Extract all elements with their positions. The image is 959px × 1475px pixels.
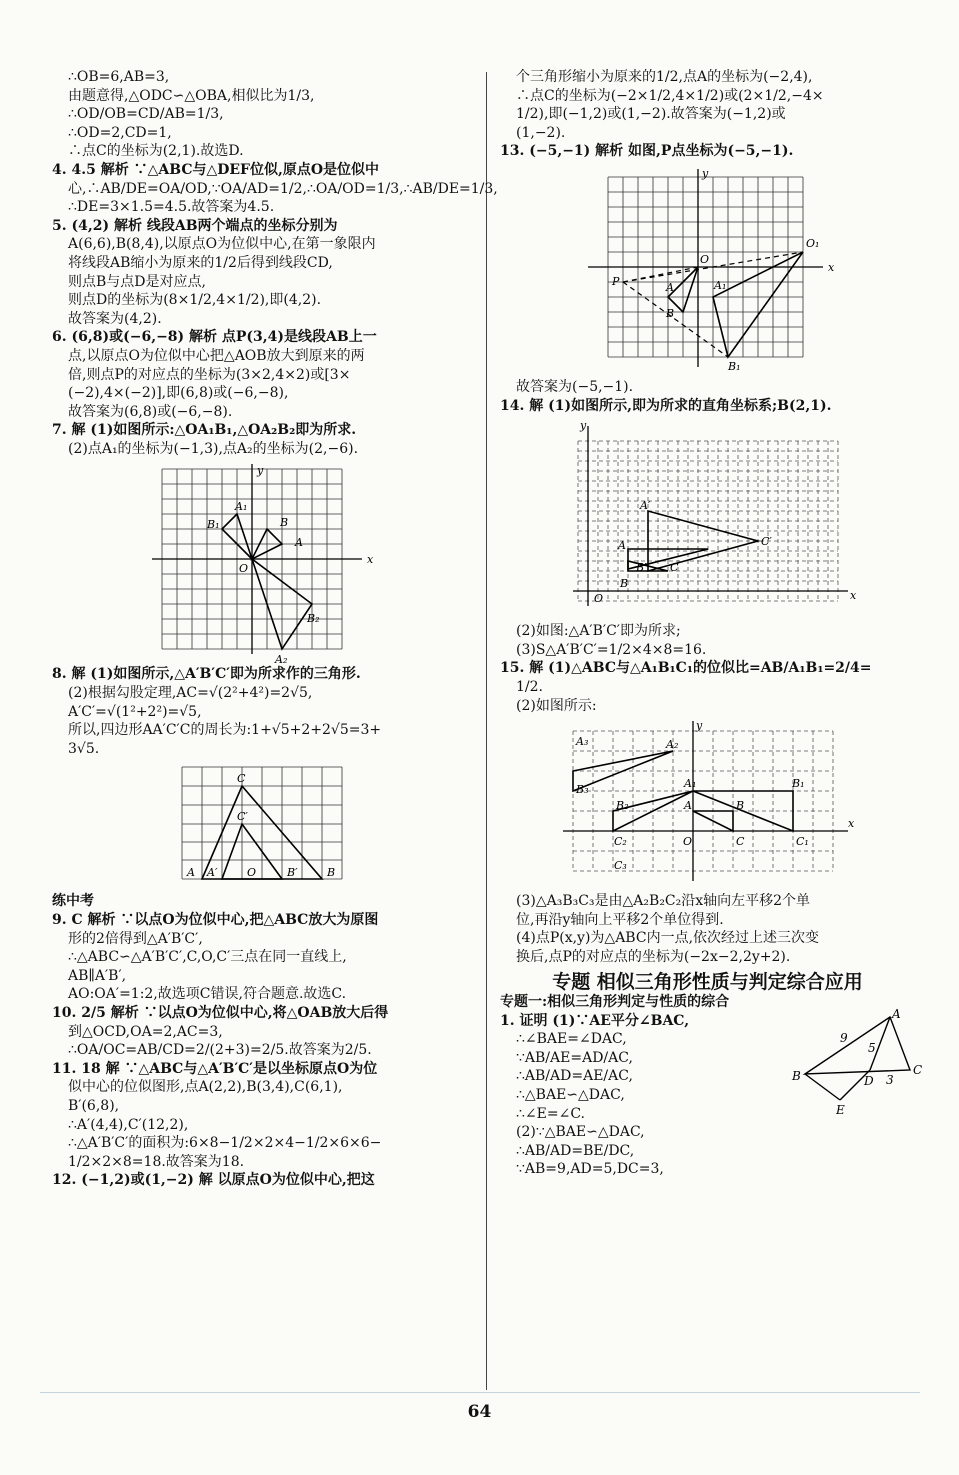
point-label: A (683, 799, 692, 813)
text-line: (2)如图:△A′B′C′即为所求; (516, 623, 681, 640)
text-line: (2)如图所示: (516, 697, 597, 714)
text-line: 换后,点P的对应点的坐标为(−2x−2,2y+2). (516, 948, 791, 965)
text-line: 7. 解 (1)如图所示:△OA₁B₁,△OA₂B₂即为所求. (52, 422, 357, 439)
point-label: C₁ (795, 835, 809, 849)
text-line: ∴∠BAE=∠DAC, (516, 1031, 627, 1048)
text-line: ∴△A′B′C′的面积为:6×8−1/2×2×4−1/2×6×6− (68, 1135, 382, 1152)
subtopic-title: 专题一:相似三角形判定与性质的综合 (500, 994, 730, 1011)
text-line: ∴DE=3×1.5=4.5.故答案为4.5. (68, 199, 275, 216)
right-block-2 (500, 378, 915, 415)
right-column (500, 68, 923, 1179)
column-divider (486, 72, 487, 1390)
text-line: ∴△ABC∽△A′B′C′,C,O,C′三点在同一直线上, (68, 949, 347, 966)
point-label: C′ (237, 810, 248, 824)
figure-1-triangles (790, 1006, 930, 1122)
origin-label: O (682, 835, 692, 849)
text-line: (4)点P(x,y)为△ABC内一点,依次经过上述三次变 (516, 930, 820, 947)
text-line: ∴∠E=∠C. (516, 1105, 585, 1122)
left-block-3 (52, 911, 472, 1190)
point-label: D (864, 1073, 874, 1088)
text-line: (1,−2). (516, 124, 566, 141)
text-line: ∵AB/AE=AD/AC, (516, 1049, 633, 1066)
topic-title: 专题 相似三角形性质与判定综合应用 (552, 970, 863, 993)
text-line: 3√5. (68, 740, 100, 757)
point-label: B (665, 306, 674, 320)
point-label: O₁ (805, 236, 819, 250)
figure-13-grid (578, 167, 838, 372)
point-label: B (735, 799, 744, 813)
text-line: (2)∵△BAE∽△DAC, (516, 1124, 645, 1141)
axis-x-label: x (827, 260, 834, 274)
text-line: 所以,四边形AA′C′C的周长为:1+√5+2+2√5=3+ (68, 722, 382, 739)
text-line: ∴OD=2,CD=1, (68, 124, 172, 141)
point-label: B′ (287, 866, 298, 880)
text-line: ∴AB/AD=AE/AC, (516, 1068, 633, 1085)
figure-8-grid (177, 764, 347, 886)
point-label: C (669, 561, 678, 575)
point-label: B₁ (207, 518, 220, 532)
point-label: A₃ (575, 735, 588, 749)
text-line: 故答案为(6,8)或(−6,−8). (68, 403, 233, 420)
segment-length: 9 (840, 1030, 848, 1045)
text-line: ∴点C的坐标为(−2×1/2,4×1/2)或(2×1/2,−4× (516, 87, 824, 104)
text-line: ∵AB=9,AD=5,DC=3, (516, 1161, 664, 1178)
figure-14-grid (558, 421, 858, 616)
text-line: 则点D的坐标为(8×1/2,4×1/2),即(4,2). (68, 292, 322, 309)
text-line: 故答案为(4,2). (68, 310, 162, 327)
text-line: 则点B与点D是对应点, (68, 273, 206, 290)
text-line: 11. 18 解 ∵△ABC与△A′B′C′是以坐标原点O为位 (52, 1060, 378, 1077)
point-label: B (280, 516, 289, 530)
text-line: ∴OD/OB=CD/AB=1/3, (68, 106, 224, 123)
point-label: B′ (635, 561, 647, 575)
text-line: 将线段AB缩小为原来的1/2后得到线段CD, (68, 254, 333, 271)
bottom-rule (40, 1392, 920, 1393)
point-label: E (836, 1102, 845, 1117)
left-column (52, 68, 498, 1190)
text-line: ∴AB/AD=BE/DC, (516, 1142, 635, 1159)
point-label: A (892, 1006, 901, 1021)
figure-15-grid (558, 721, 858, 886)
point-label: C₃ (613, 859, 627, 873)
point-label: C (237, 772, 246, 786)
axis-y-label: y (579, 419, 586, 433)
text-line: 9. C 解析 ∵以点O为位似中心,把△ABC放大为原图 (52, 912, 379, 929)
right-block-1 (500, 68, 915, 161)
point-label: A₁ (683, 777, 696, 791)
text-line: (−2),4×(−2)],即(6,8)或(−6,−8), (68, 385, 289, 402)
text-line: ∴点C的坐标为(2,1).故选D. (68, 143, 244, 160)
text-line: 8. 解 (1)如图所示,△A′B′C′即为所求作的三角形. (52, 666, 361, 683)
text-line: ∴OB=6,AB=3, (68, 69, 170, 85)
point-label: O (247, 866, 257, 880)
axis-y-label: y (701, 166, 708, 180)
text-line: 倍,则点P的对应点的坐标为(3×2,4×2)或[3× (68, 366, 351, 383)
text-line: 15. 解 (1)△ABC与△A₁B₁C₁的位似比=AB/A₁B₁=2/4= (500, 660, 872, 677)
axis-y-label: y (257, 464, 264, 478)
point-label: A (665, 280, 674, 294)
segment-length: 3 (886, 1072, 894, 1087)
text-line: ∴OA/OC=AB/CD=2/(2+3)=2/5.故答案为2/5. (68, 1042, 372, 1059)
section-title-practice: 练中考 (52, 893, 94, 910)
axis-x-label: x (367, 553, 374, 567)
point-label: A₂ (665, 738, 678, 752)
text-line: ∴△BAE∽△DAC, (516, 1087, 625, 1104)
point-label: B (792, 1068, 801, 1083)
point-label: P (611, 274, 619, 288)
page-number: 64 (467, 1402, 492, 1422)
point-label: B₂ (307, 612, 320, 626)
text-line: 故答案为(−5,−1). (516, 378, 634, 395)
text-line: (2)根据勾股定理,AC=√(2²+4²)=2√5, (68, 685, 313, 702)
text-line: 4. 4.5 解析 ∵△ABC与△DEF位似,原点O是位似中 (52, 161, 380, 178)
text-line: 10. 2/5 解析 ∵以点O为位似中心,将△OAB放大后得 (52, 1005, 389, 1021)
point-label: A (187, 866, 195, 880)
text-line: A′C′=√(1²+2²)=√5, (68, 703, 202, 720)
axis-x-label: x (849, 589, 856, 603)
point-label: B₂ (615, 799, 628, 813)
text-line: 由题意得,△ODC∽△OBA,相似比为1/3, (68, 87, 315, 104)
text-line: 形的2倍得到△A′B′C′, (68, 930, 203, 947)
point-label: B₁ (791, 777, 804, 791)
text-line: (2)点A₁的坐标为(−1,3),点A₂的坐标为(2,−6). (68, 440, 359, 457)
point-label: B (327, 866, 336, 880)
right-block-5 (500, 1006, 923, 1179)
point-label: A (295, 536, 303, 550)
text-line: 1. 证明 (1)∵AE平分∠BAC, (500, 1012, 690, 1029)
point-label: A′ (207, 866, 218, 880)
text-line: (3)△A₃B₃C₃是由△A₂B₂C₂沿x轴向左平移2个单 (516, 893, 811, 910)
text-line: 位,再沿y轴向上平移2个单位得到. (516, 911, 724, 928)
point-label: A₁ (235, 500, 248, 514)
text-line: 1/2. (516, 678, 543, 695)
point-label: A′ (639, 499, 650, 513)
point-label: A (617, 539, 626, 553)
text-line: 5. (4,2) 解析 线段AB两个端点的坐标分别为 (52, 217, 338, 234)
axis-x-label: x (847, 817, 854, 831)
point-label: A₁ (713, 278, 726, 292)
text-line: ∴A′(4,4),C′(12,2), (68, 1116, 189, 1133)
text-line: B′(6,8), (68, 1097, 120, 1114)
text-line: AB∥A′B′, (68, 967, 127, 984)
text-line: 1/2×2×8=18.故答案为18. (68, 1153, 245, 1170)
left-block-1 (52, 68, 498, 458)
text-line: 似中心的位似图形,点A(2,2),B(3,4),C(6,1), (68, 1079, 343, 1096)
origin-label: O (699, 252, 709, 266)
right-block-3 (500, 622, 915, 715)
point-label: A₂ (275, 653, 288, 667)
text-line: 13. (−5,−1) 解析 如图,P点坐标为(−5,−1). (500, 143, 794, 160)
point-label: B₃ (575, 783, 588, 797)
origin-label: O (239, 562, 249, 576)
text-line: 12. (−1,2)或(1,−2) 解 以原点O为位似中心,把这 (52, 1172, 375, 1189)
text-line: A(6,6),B(8,4),以原点O为位似中心,在第一象限内 (68, 236, 376, 253)
figure-7-grid (147, 464, 377, 667)
text-line: 1/2),即(−1,2)或(1,−2).故答案为(−1,2)或 (516, 106, 786, 123)
axis-y-label: y (695, 719, 702, 733)
text-line: 心,∴AB/DE=OA/OD,∵OA/AD=1/2,∴OA/OD=1/3,∴AB/DE=1/3, (68, 180, 498, 197)
segment-length: 5 (868, 1040, 876, 1055)
text-line: 14. 解 (1)如图所示,即为所求的直角坐标系;B(2,1). (500, 397, 832, 414)
text-line: AO:OA′=1:2,故选项C错误,符合题意.故选C. (68, 986, 347, 1003)
point-label: C′ (760, 535, 772, 549)
right-block-4 (500, 892, 915, 966)
text-line: 6. (6,8)或(−6,−8) 解析 点P(3,4)是线段AB上一 (52, 329, 377, 346)
text-line: 点,以原点O为位似中心把△AOB放大到原来的两 (68, 347, 365, 364)
point-label: C (735, 835, 744, 849)
point-label: B (619, 577, 628, 591)
text-line: (3)S△A′B′C′=1/2×4×8=16. (516, 641, 707, 658)
point-label: C₂ (613, 835, 627, 849)
point-label: C (913, 1062, 923, 1077)
text-line: 个三角形缩小为原来的1/2,点A的坐标为(−2,4), (516, 69, 813, 85)
text-line: 到△OCD,OA=2,AC=3, (68, 1023, 223, 1040)
left-block-2 (52, 665, 472, 758)
point-label: B₁ (727, 359, 740, 373)
origin-label: O (593, 592, 603, 606)
